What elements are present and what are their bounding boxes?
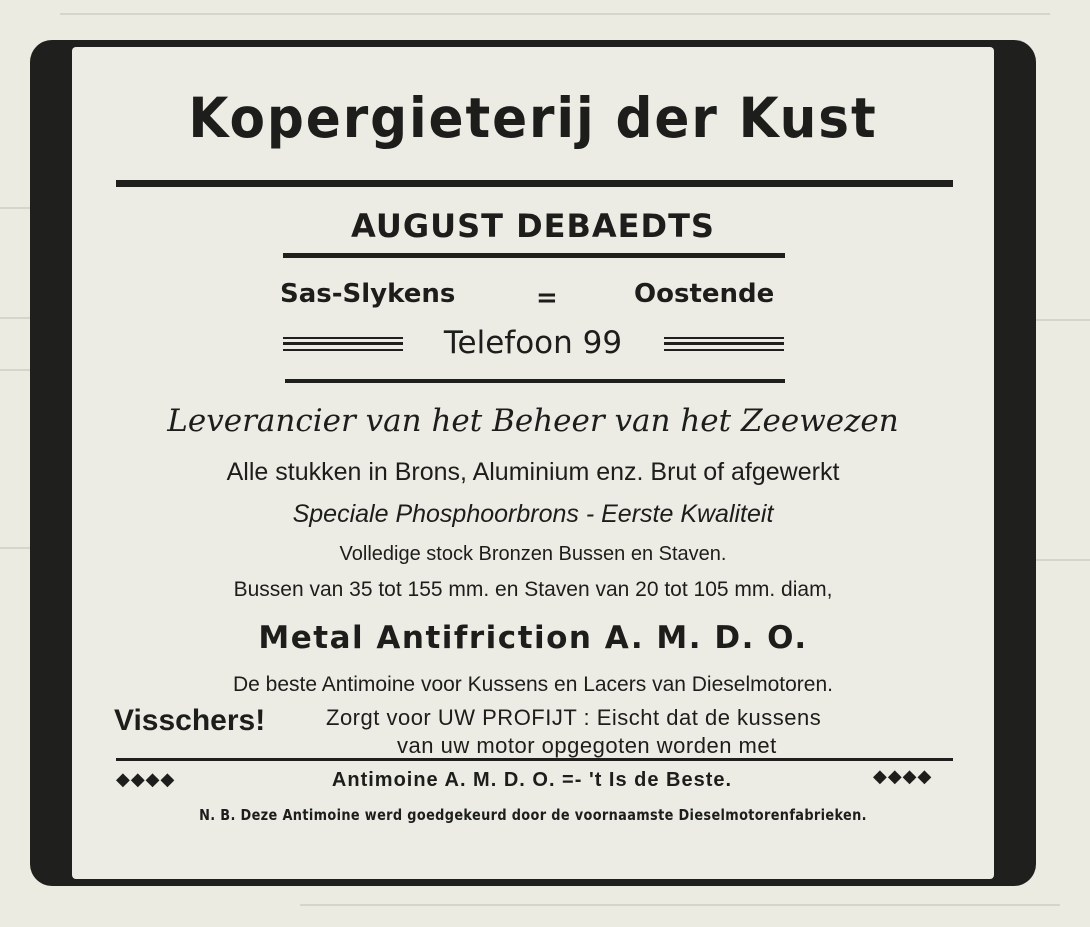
nota-bene: N. B. Deze Antimoine werd goedgekeurd door de voornaamste Dieselmotorenfabrieken.: [199, 806, 867, 824]
visschers-rule: [116, 758, 953, 761]
bronze-line: Alle stukken in Brons, Aluminium enz. Brut of afgewerkt: [226, 458, 840, 486]
visschers-heading: Visschers!: [114, 704, 266, 737]
stock-line: Volledige stock Bronzen Bussen en Staven.: [339, 543, 727, 565]
diamonds-left: ◆◆◆◆: [116, 769, 176, 790]
advert-title: Kopergieterij der Kust: [188, 86, 878, 150]
profit-line-1: Zorgt voor UW PROFIJT : Eischt dat de kussens: [326, 705, 822, 730]
profit-line-2: van uw motor opgegoten worden met: [397, 733, 777, 758]
city-left: Sas-Slykens: [280, 279, 456, 309]
metal-heading: Metal Antifriction A. M. D. O.: [258, 620, 808, 656]
supplier-heading: Leverancier van het Beheer van het Zeewezen: [167, 403, 899, 439]
phone-bottom-rule: [285, 379, 785, 383]
phone-rule-right: [664, 337, 784, 351]
city-right: Oostende: [634, 279, 775, 309]
title-rule: [116, 180, 953, 187]
diamonds-right: ◆◆◆◆: [873, 766, 933, 787]
beste-line: Antimoine A. M. D. O. =- 't Is de Beste.: [331, 769, 733, 791]
owner-name: AUGUST DEBAEDTS: [351, 207, 715, 245]
sizes-line: Bussen van 35 tot 155 mm. en Staven van 20 tot 105 mm. diam,: [233, 578, 833, 601]
owner-rule: [283, 253, 785, 258]
city-separator: =: [536, 283, 558, 313]
special-line: Speciale Phosphoorbrons - Eerste Kwaliteit: [292, 500, 774, 528]
telephone: Telefoon 99: [443, 325, 623, 361]
antimoine-line: De beste Antimoine voor Kussens en Lacers van Dieselmotoren.: [233, 673, 833, 696]
